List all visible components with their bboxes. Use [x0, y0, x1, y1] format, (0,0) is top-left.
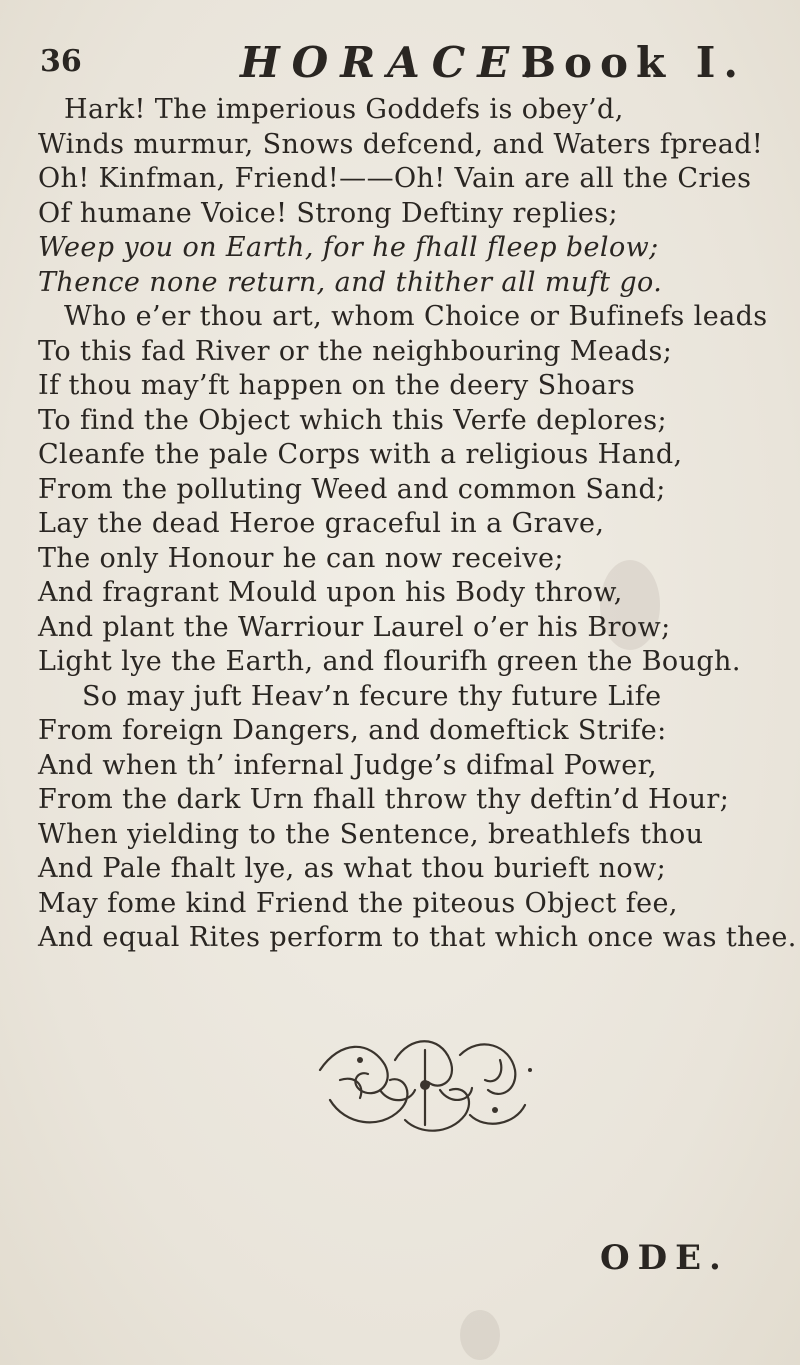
poem-line: And equal Rites perform to that which once was thee.: [38, 922, 797, 953]
poem-line: From foreign Dangers, and domeftick Strife:: [38, 715, 667, 746]
running-head: HORACE.: [240, 38, 548, 87]
ink-smudge: [460, 1310, 500, 1360]
poem-line: Who e’er thou art, whom Choice or Bufinefs leads: [64, 301, 768, 332]
poem-line: The only Honour he can now receive;: [38, 542, 564, 574]
poem-line: And plant the Warriour Laurel o’er his Brow;: [38, 611, 671, 643]
poem-line: From the dark Urn fhall throw thy deftin’d Hour;: [38, 784, 730, 815]
page-number: 36: [40, 44, 82, 79]
poem-line: May fome kind Friend the piteous Object fee,: [38, 887, 678, 919]
poem-line: To this fad River or the neighbouring Meads;: [38, 335, 673, 367]
poem-line: Thence none return, and thither all muft go.: [38, 266, 663, 298]
poem-line: Weep you on Earth, for he fhall fleep below;: [38, 232, 659, 263]
poem-line: Hark! The imperious Goddefs is obey’d,: [64, 94, 624, 125]
poem-line: When yielding to the Sentence, breathlefs thou: [38, 818, 704, 850]
poem-line: If thou may’ft happen on the deery Shoars: [38, 370, 636, 401]
poem-line: And fragrant Mould upon his Body throw,: [38, 577, 623, 608]
poem-line: Of humane Voice! Strong Deftiny replies;: [38, 197, 619, 229]
poem-line: Winds murmur, Snows defcend, and Waters fpread!: [38, 128, 764, 160]
poem-line: Cleanfe the pale Corps with a religious Hand,: [38, 439, 683, 470]
next-ode-heading: ODE.: [600, 1238, 729, 1278]
poem-line: Oh! Kinfman, Friend!——Oh! Vain are all the Cries: [38, 163, 752, 194]
poem-line: Lay the dead Heroe graceful in a Grave,: [38, 508, 605, 539]
poem-text: [38, 93, 797, 956]
page-header: [40, 38, 770, 88]
poem-line: And Pale fhalt lye, as what thou burieft now;: [38, 853, 667, 884]
floral-ornament-icon: [300, 1030, 550, 1140]
poem-line: To find the Object which this Verfe deplores;: [38, 404, 668, 436]
poem-line: Light lye the Earth, and flourifh green the Bough.: [38, 646, 741, 677]
poem-line: So may juft Heav’n fecure thy future Life: [82, 680, 662, 712]
poem-line: And when th’ infernal Judge’s difmal Power,: [38, 749, 657, 781]
book-label: Book I.: [520, 38, 746, 87]
poem-line: From the polluting Weed and common Sand;: [38, 473, 666, 505]
